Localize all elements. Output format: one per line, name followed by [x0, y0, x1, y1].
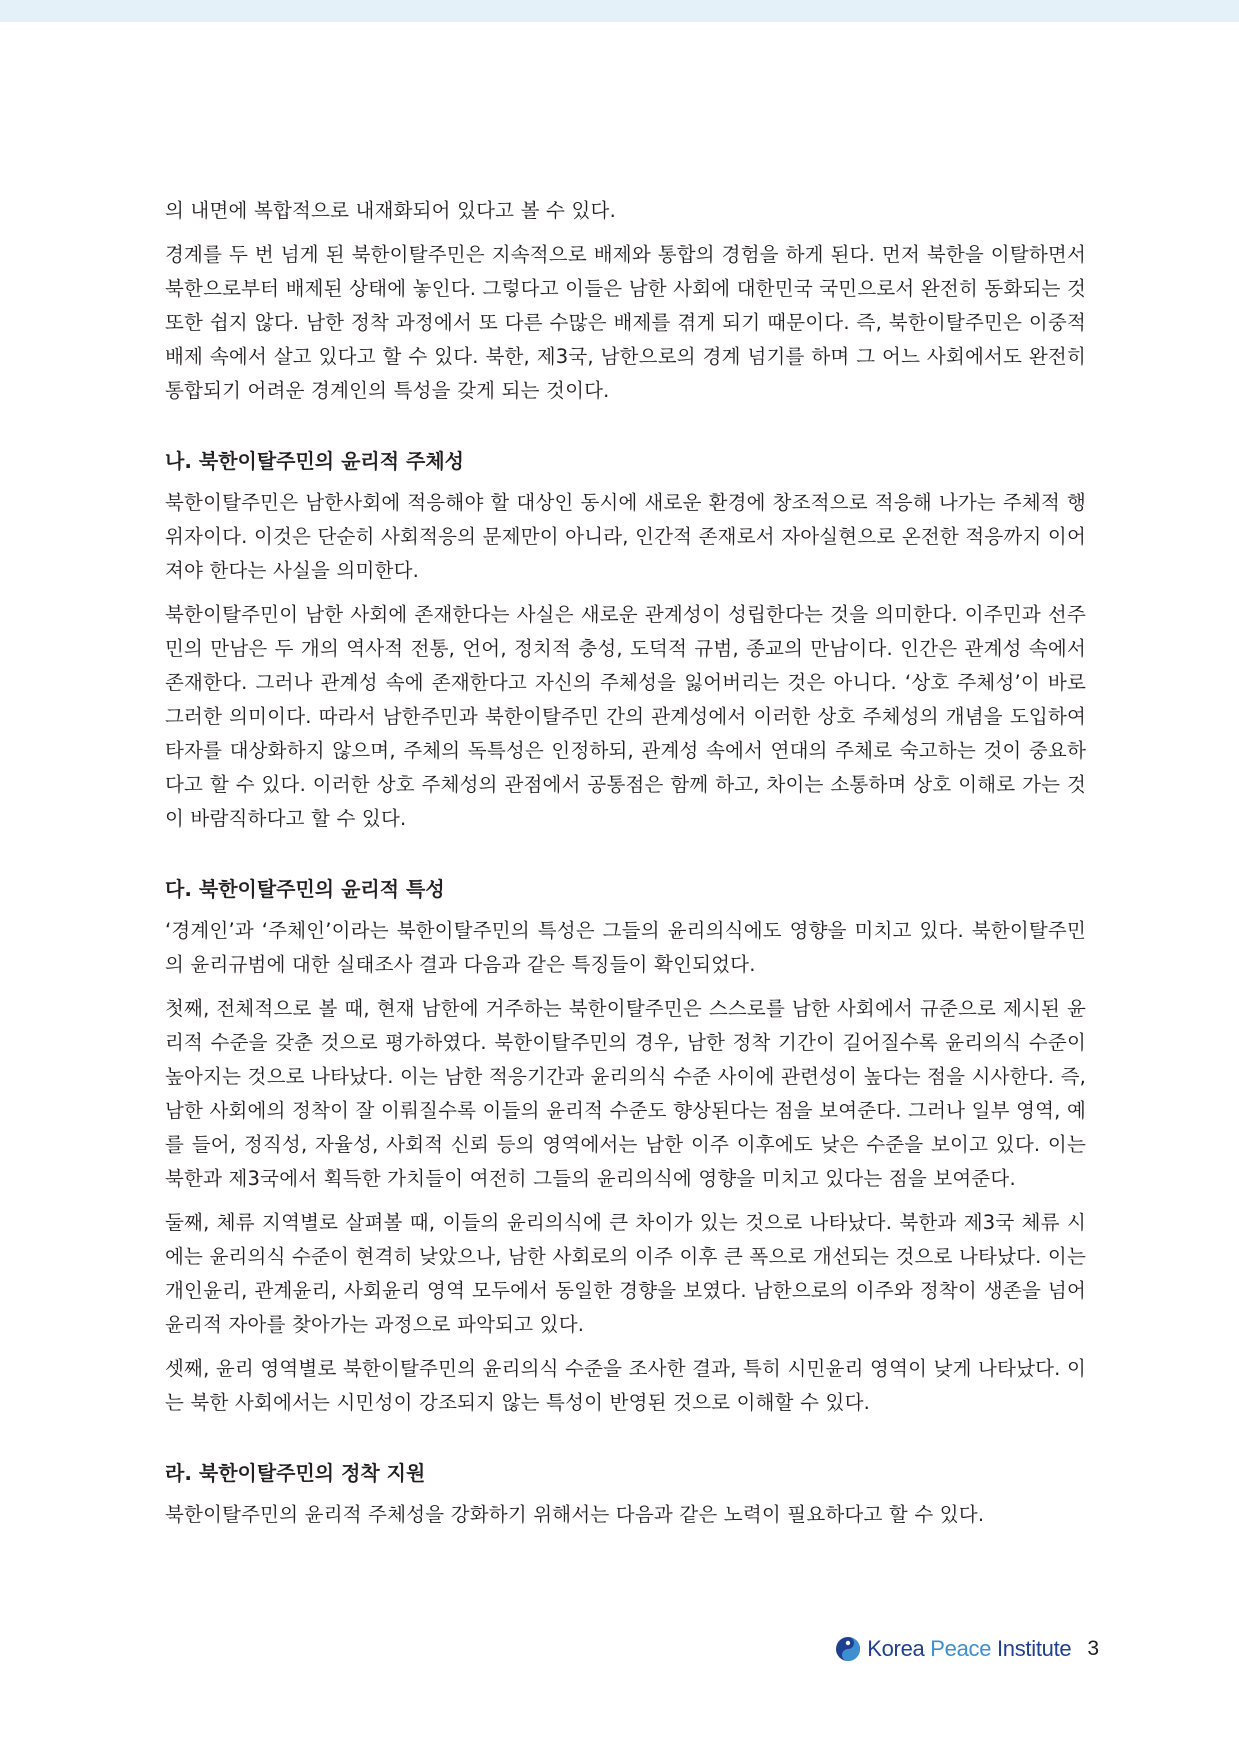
korea-peace-institute-logo-icon: [835, 1636, 861, 1662]
paragraph: 첫째, 전체적으로 볼 때, 현재 남한에 거주하는 북한이탈주민은 스스로를 남한 사회에서 규준으로 제시된 윤리적 수준을 갖춘 것으로 평가하였다. 북한이탈주민의 경우, 남한 정착 기간이 길어질수록 윤리의식 수준이 높아지는 것으로 나타났다. 이는 남한 적응기간과 윤리의식 수준 사이에 관련성이 높다는 점을 시사한다. 즉, 남한 사회에의 정착이 잘 이뤄질수록 이들의 윤리적 수준도 향상된다는 점을 보여준다. 그러나 일부 영역, 예를 들어, 정직성, 자율성, 사회적 신뢰 등의 영역에서는 남한 이주 이후에도 낮은 수준을 보이고 있다. 이는 북한과 제3국에서 획득한 가치들이 여전히 그들의 윤리의식에 영향을 미치고 있다는 점을 보여준다.: [165, 997, 1086, 1190]
logo-word-peace: Peace: [930, 1636, 992, 1661]
top-color-band: [0, 0, 1239, 22]
paragraph: 둘째, 체류 지역별로 살펴볼 때, 이들의 윤리의식에 큰 차이가 있는 것으로 나타났다. 북한과 제3국 체류 시에는 윤리의식 수준이 현격히 낮았으나, 남한 사회로의 이주 이후 큰 폭으로 개선되는 것으로 나타났다. 이는 개인윤리, 관계윤리, 사회윤리 영역 모두에서 동일한 경향을 보였다. 남한으로의 이주와 정착이 생존을 넘어 윤리적 자아를 찾아가는 과정으로 파악되고 있다.: [165, 1211, 1086, 1336]
paragraph: 북한이탈주민의 윤리적 주체성을 강화하기 위해서는 다음과 같은 노력이 필요하다고 할 수 있다.: [165, 1503, 985, 1526]
document-body: [165, 194, 1086, 1542]
paragraph: 북한이탈주민은 남한사회에 적응해야 할 대상인 동시에 새로운 환경에 창조적으로 적응해 나가는 주체적 행위자이다. 이것은 단순히 사회적응의 문제만이 아니라, 인간적 존재로서 자아실현으로 온전한 적응까지 이어져야 한다는 사실을 의미한다.: [165, 491, 1086, 582]
paragraph: ‘경계인’과 ‘주체인’이라는 북한이탈주민의 특성은 그들의 윤리의식에도 영향을 미치고 있다. 북한이탈주민의 윤리규범에 대한 실태조사 결과 다음과 같은 특징들이 확인되었다.: [165, 919, 1086, 976]
logo-word-institute: Institute: [996, 1636, 1072, 1661]
paragraph: 의 내면에 복합적으로 내재화되어 있다고 볼 수 있다.: [165, 199, 616, 222]
institute-logo-text: [867, 1636, 1071, 1662]
page-footer: [835, 1636, 1099, 1662]
section-heading-na: 나. 북한이탈주민의 윤리적 주체성: [165, 449, 464, 473]
section-heading-da: 다. 북한이탈주민의 윤리적 특성: [165, 877, 445, 901]
paragraph: 북한이탈주민이 남한 사회에 존재한다는 사실은 새로운 관계성이 성립한다는 것을 의미한다. 이주민과 선주민의 만남은 두 개의 역사적 전통, 언어, 정치적 충성, 도덕적 규범, 종교의 만남이다. 인간은 관계성 속에서 존재한다. 그러나 관계성 속에 존재한다고 자신의 주체성을 잃어버리는 것은 아니다. ‘상호 주체성’이 바로 그러한 의미이다. 따라서 남한주민과 북한이탈주민 간의 관계성에서 이러한 상호 주체성의 개념을 도입하여 타자를 대상화하지 않으며, 주체의 독특성은 인정하되, 관계성 속에서 연대의 주체로 숙고하는 것이 중요하다고 할 수 있다. 이러한 상호 주체성의 관점에서 공통점은 함께 하고, 차이는 소통하며 상호 이해로 가는 것이 바람직하다고 할 수 있다.: [165, 603, 1086, 830]
logo-word-korea: Korea: [867, 1636, 925, 1661]
section-heading-ra: 라. 북한이탈주민의 정착 지원: [165, 1461, 426, 1485]
paragraph: 셋째, 윤리 영역별로 북한이탈주민의 윤리의식 수준을 조사한 결과, 특히 시민윤리 영역이 낮게 나타났다. 이는 북한 사회에서는 시민성이 강조되지 않는 특성이 반영된 것으로 이해할 수 있다.: [165, 1357, 1086, 1414]
paragraph: 경계를 두 번 넘게 된 북한이탈주민은 지속적으로 배제와 통합의 경험을 하게 된다. 먼저 북한을 이탈하면서 북한으로부터 배제된 상태에 놓인다. 그렇다고 이들은 남한 사회에 대한민국 국민으로서 완전히 동화되는 것 또한 쉽지 않다. 남한 정착 과정에서 또 다른 수많은 배제를 겪게 되기 때문이다. 즉, 북한이탈주민은 이중적 배제 속에서 살고 있다고 할 수 있다. 북한, 제3국, 남한으로의 경계 넘기를 하며 그 어느 사회에서도 완전히 통합되기 어려운 경계인의 특성을 갖게 되는 것이다.: [165, 243, 1086, 402]
page-number: 3: [1087, 1637, 1099, 1660]
